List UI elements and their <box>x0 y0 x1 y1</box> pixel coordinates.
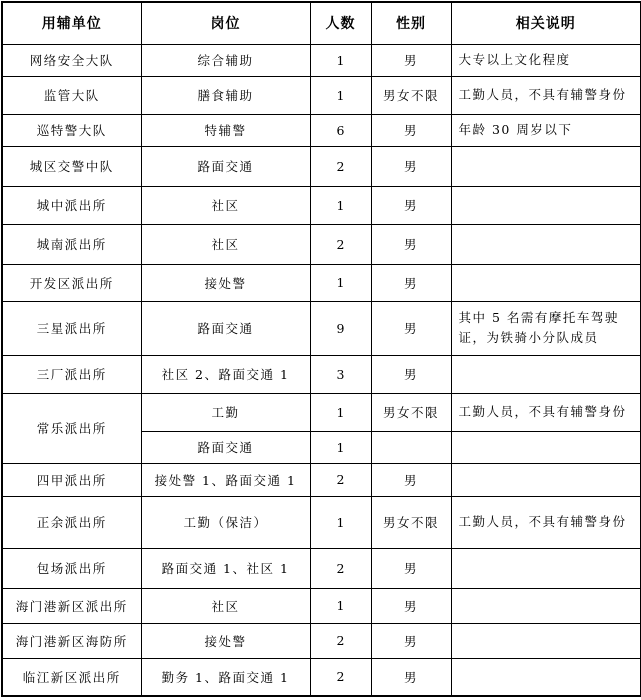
note-cell <box>451 463 641 496</box>
unit-cell: 三厂派出所 <box>2 355 141 393</box>
note-cell: 其中 5 名需有摩托车驾驶证，为铁骑小分队成员 <box>451 301 641 355</box>
count-cell: 2 <box>310 658 371 696</box>
count-cell: 1 <box>310 496 371 548</box>
count-cell: 6 <box>310 114 371 146</box>
post-cell: 路面交通 <box>141 431 310 463</box>
table-row <box>2 548 641 588</box>
table-row <box>2 393 641 431</box>
recruitment-table <box>1 1 641 697</box>
gender-cell: 男 <box>371 146 451 186</box>
header-gender: 性别 <box>371 2 451 44</box>
count-cell: 2 <box>310 224 371 264</box>
gender-cell: 男 <box>371 658 451 696</box>
note-cell: 大专以上文化程度 <box>451 44 641 76</box>
note-cell <box>451 588 641 623</box>
post-cell: 路面交通 <box>141 301 310 355</box>
post-cell: 社区 <box>141 186 310 224</box>
gender-cell: 男 <box>371 301 451 355</box>
header-note: 相关说明 <box>451 2 641 44</box>
gender-cell: 男 <box>371 186 451 224</box>
gender-cell <box>371 431 451 463</box>
count-cell: 2 <box>310 146 371 186</box>
note-cell <box>451 623 641 658</box>
note-cell <box>451 146 641 186</box>
post-cell: 综合辅助 <box>141 44 310 76</box>
note-cell <box>451 186 641 224</box>
table-row <box>2 658 641 696</box>
gender-cell: 男 <box>371 463 451 496</box>
table-row <box>2 496 641 548</box>
count-cell: 1 <box>310 186 371 224</box>
header-unit: 用辅单位 <box>2 2 141 44</box>
unit-cell: 海门港新区派出所 <box>2 588 141 623</box>
unit-cell: 包场派出所 <box>2 548 141 588</box>
unit-cell: 四甲派出所 <box>2 463 141 496</box>
post-cell: 工勤 <box>141 393 310 431</box>
count-cell: 1 <box>310 393 371 431</box>
gender-cell: 男女不限 <box>371 393 451 431</box>
table-row <box>2 264 641 301</box>
unit-cell: 常乐派出所 <box>2 393 141 463</box>
unit-cell: 巡特警大队 <box>2 114 141 146</box>
unit-cell: 城中派出所 <box>2 186 141 224</box>
post-cell: 膳食辅助 <box>141 76 310 114</box>
unit-cell: 正余派出所 <box>2 496 141 548</box>
post-cell: 接处警 1、路面交通 1 <box>141 463 310 496</box>
post-cell: 接处警 <box>141 264 310 301</box>
table-row <box>2 146 641 186</box>
count-cell: 1 <box>310 264 371 301</box>
count-cell: 1 <box>310 431 371 463</box>
count-cell: 9 <box>310 301 371 355</box>
table-row <box>2 623 641 658</box>
table-row <box>2 76 641 114</box>
post-cell: 路面交通 1、社区 1 <box>141 548 310 588</box>
count-cell: 2 <box>310 463 371 496</box>
gender-cell: 男 <box>371 224 451 264</box>
unit-cell: 城南派出所 <box>2 224 141 264</box>
gender-cell: 男 <box>371 44 451 76</box>
unit-cell: 城区交警中队 <box>2 146 141 186</box>
table-row <box>2 224 641 264</box>
table-row <box>2 186 641 224</box>
note-cell: 工勤人员，不具有辅警身份 <box>451 76 641 114</box>
post-cell: 社区 2、路面交通 1 <box>141 355 310 393</box>
unit-cell: 监管大队 <box>2 76 141 114</box>
gender-cell: 男 <box>371 355 451 393</box>
count-cell: 1 <box>310 588 371 623</box>
post-cell: 接处警 <box>141 623 310 658</box>
unit-cell: 三星派出所 <box>2 301 141 355</box>
unit-cell: 海门港新区海防所 <box>2 623 141 658</box>
note-cell <box>451 224 641 264</box>
header-post: 岗位 <box>141 2 310 44</box>
note-cell <box>451 355 641 393</box>
gender-cell: 男 <box>371 588 451 623</box>
note-cell <box>451 431 641 463</box>
gender-cell: 男 <box>371 264 451 301</box>
note-cell: 年龄 30 周岁以下 <box>451 114 641 146</box>
gender-cell: 男 <box>371 548 451 588</box>
post-cell: 特辅警 <box>141 114 310 146</box>
post-cell: 路面交通 <box>141 146 310 186</box>
post-cell: 勤务 1、路面交通 1 <box>141 658 310 696</box>
gender-cell: 男女不限 <box>371 496 451 548</box>
note-cell <box>451 264 641 301</box>
note-cell: 工勤人员，不具有辅警身份 <box>451 393 641 431</box>
count-cell: 2 <box>310 623 371 658</box>
table-row <box>2 588 641 623</box>
unit-cell: 临江新区派出所 <box>2 658 141 696</box>
post-cell: 工勤（保洁） <box>141 496 310 548</box>
table-row <box>2 463 641 496</box>
note-cell: 工勤人员，不具有辅警身份 <box>451 496 641 548</box>
post-cell: 社区 <box>141 588 310 623</box>
table-row <box>2 301 641 355</box>
count-cell: 1 <box>310 44 371 76</box>
count-cell: 1 <box>310 76 371 114</box>
header-row <box>2 2 641 44</box>
note-cell <box>451 548 641 588</box>
header-count: 人数 <box>310 2 371 44</box>
table-row <box>2 355 641 393</box>
gender-cell: 男 <box>371 623 451 658</box>
gender-cell: 男女不限 <box>371 76 451 114</box>
gender-cell: 男 <box>371 114 451 146</box>
note-cell <box>451 658 641 696</box>
unit-cell: 开发区派出所 <box>2 264 141 301</box>
post-cell: 社区 <box>141 224 310 264</box>
table-row <box>2 114 641 146</box>
count-cell: 2 <box>310 548 371 588</box>
count-cell: 3 <box>310 355 371 393</box>
unit-cell: 网络安全大队 <box>2 44 141 76</box>
table-row <box>2 44 641 76</box>
